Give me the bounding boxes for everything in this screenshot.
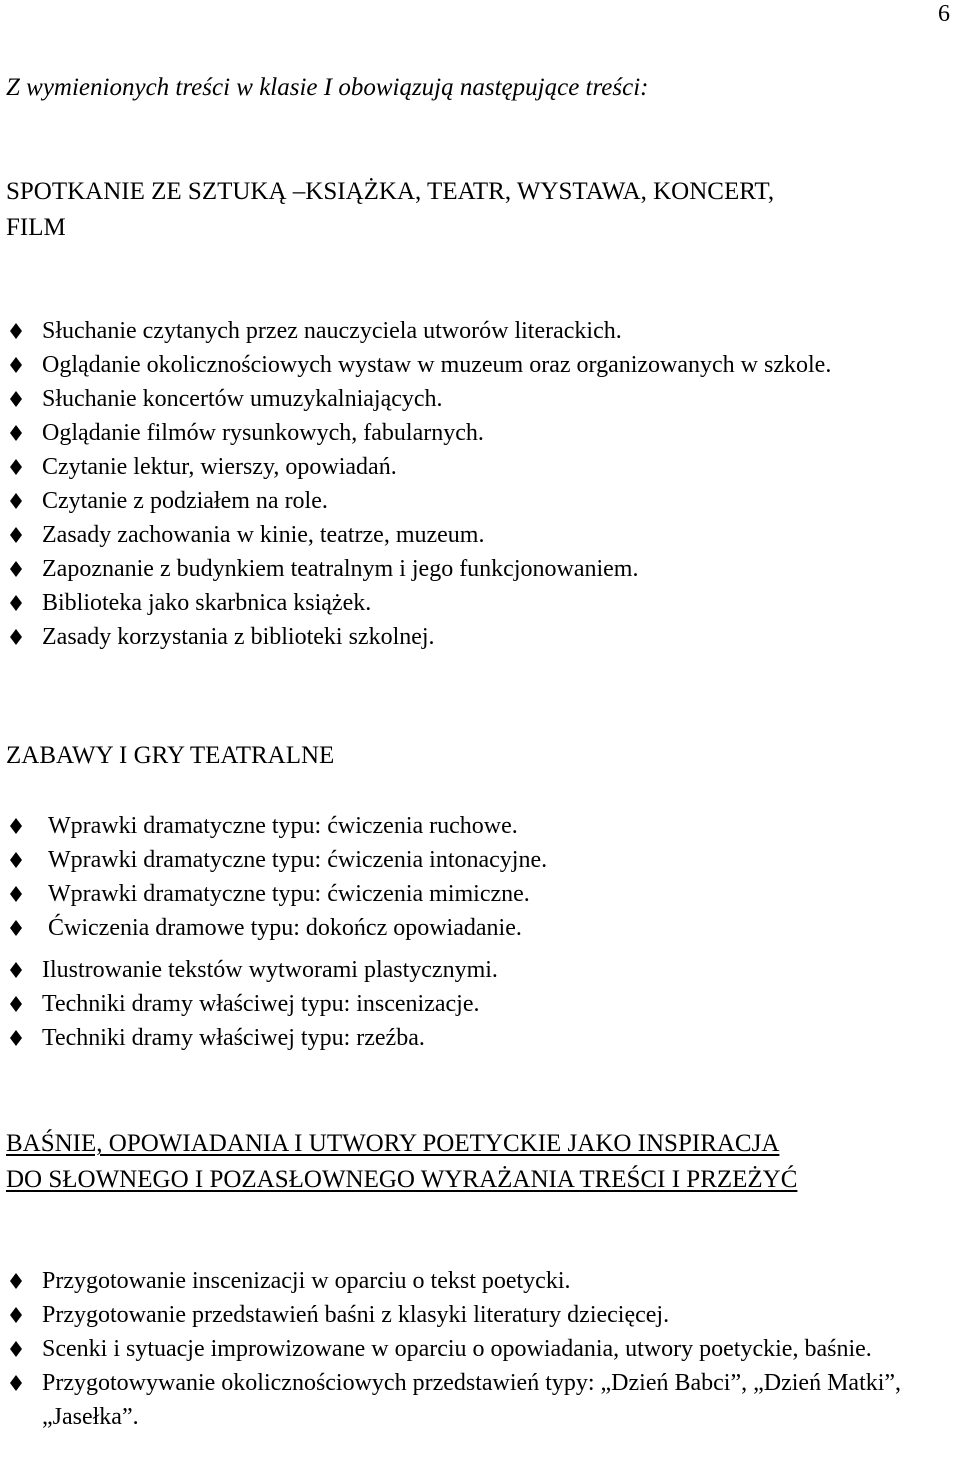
list-item <box>0 1021 902 1055</box>
diamond-bullet-icon <box>10 425 22 441</box>
list-item-text: Scenki i sytuacje improwizowane w oparciu o opowiadania, utwory poetyckie, baśnie. <box>42 1336 872 1362</box>
bullet-list-techniki <box>0 953 902 1055</box>
diamond-bullet-icon <box>10 1273 22 1289</box>
diamond-bullet-icon <box>10 391 22 407</box>
list-item <box>0 843 908 877</box>
list-item-text: Czytanie lektur, wierszy, opowiadań. <box>42 454 397 480</box>
list-item <box>0 552 902 586</box>
diamond-bullet-icon <box>10 962 22 978</box>
section-heading-line: FILM <box>6 214 66 241</box>
bullet-list-spotkanie <box>0 314 902 654</box>
list-item-text: Przygotowanie inscenizacji w oparciu o tekst poetycki. <box>42 1268 571 1294</box>
list-item-text: Zasady korzystania z biblioteki szkolnej. <box>42 624 435 650</box>
section-heading-line: SPOTKANIE ZE SZTUKĄ –KSIĄŻKA, TEATR, WYSTAWA, KONCERT, <box>6 178 775 205</box>
diamond-bullet-icon <box>10 1375 22 1391</box>
bullet-list-wprawki <box>0 809 908 945</box>
diamond-bullet-icon <box>10 493 22 509</box>
diamond-bullet-icon <box>10 527 22 543</box>
diamond-bullet-icon <box>10 595 22 611</box>
list-item-text: Czytanie z podziałem na role. <box>42 488 328 514</box>
section-heading-basnie <box>6 1126 797 1198</box>
section-heading-zabawy: ZABAWY I GRY TEATRALNE <box>6 742 335 769</box>
list-item <box>0 877 908 911</box>
list-item-text: Techniki dramy właściwej typu: rzeźba. <box>42 1025 425 1051</box>
page-number: 6 <box>938 1 950 27</box>
document-title: Z wymienionych treści w klasie I obowiązują następujące treści: <box>6 74 649 101</box>
list-item-text: Ilustrowanie tekstów wytworami plastycznymi. <box>42 957 498 983</box>
list-item-text: Zasady zachowania w kinie, teatrze, muzeum. <box>42 522 485 548</box>
list-item <box>0 382 902 416</box>
section-heading-line: BAŚNIE, OPOWIADANIA I UTWORY POETYCKIE JAKO INSPIRACJA <box>6 1130 780 1157</box>
list-item-text: Ćwiczenia dramowe typu: dokończ opowiadanie. <box>48 915 522 941</box>
list-item <box>0 987 902 1021</box>
list-item-text: Biblioteka jako skarbnica książek. <box>42 590 372 616</box>
diamond-bullet-icon <box>10 852 22 868</box>
list-item <box>0 1366 902 1434</box>
list-item <box>0 416 902 450</box>
list-item <box>0 518 902 552</box>
list-item-text: Zapoznanie z budynkiem teatralnym i jego funkcjonowaniem. <box>42 556 639 582</box>
diamond-bullet-icon <box>10 323 22 339</box>
diamond-bullet-icon <box>10 561 22 577</box>
list-item <box>0 450 902 484</box>
list-item-text: Wprawki dramatyczne typu: ćwiczenia mimiczne. <box>48 881 530 907</box>
list-item-text: Przygotowywanie okolicznościowych przedstawień typy: „Dzień Babci”, „Dzień Matki”, „Jasełka”. <box>42 1370 902 1430</box>
diamond-bullet-icon <box>10 357 22 373</box>
list-item-text: Wprawki dramatyczne typu: ćwiczenia intonacyjne. <box>48 847 548 873</box>
list-item-text: Słuchanie czytanych przez nauczyciela utworów literackich. <box>42 318 622 344</box>
list-item-text: Oglądanie okolicznościowych wystaw w muzeum oraz organizowanych w szkole. <box>42 352 832 378</box>
list-item-text: Wprawki dramatyczne typu: ćwiczenia ruchowe. <box>48 813 518 839</box>
list-item <box>0 1332 902 1366</box>
list-item-text: Techniki dramy właściwej typu: inscenizacje. <box>42 991 480 1017</box>
list-item <box>0 484 902 518</box>
diamond-bullet-icon <box>10 1030 22 1046</box>
list-item-text: Przygotowanie przedstawień baśni z klasyki literatury dziecięcej. <box>42 1302 670 1328</box>
list-item <box>0 809 908 843</box>
list-item <box>0 911 908 945</box>
diamond-bullet-icon <box>10 818 22 834</box>
diamond-bullet-icon <box>10 920 22 936</box>
section-heading-line: DO SŁOWNEGO I POZASŁOWNEGO WYRAŻANIA TREŚCI I PRZEŻYĆ <box>6 1166 798 1193</box>
list-item <box>0 953 902 987</box>
list-item-text: Oglądanie filmów rysunkowych, fabularnych. <box>42 420 484 446</box>
list-item <box>0 348 902 382</box>
list-item <box>0 1264 902 1298</box>
diamond-bullet-icon <box>10 629 22 645</box>
list-item <box>0 314 902 348</box>
bullet-list-basnie <box>0 1264 902 1434</box>
diamond-bullet-icon <box>10 1341 22 1357</box>
list-item-text: Słuchanie koncertów umuzykalniających. <box>42 386 443 412</box>
diamond-bullet-icon <box>10 886 22 902</box>
diamond-bullet-icon <box>10 459 22 475</box>
section-heading-spotkanie <box>6 174 774 246</box>
diamond-bullet-icon <box>10 996 22 1012</box>
diamond-bullet-icon <box>10 1307 22 1323</box>
list-item <box>0 620 902 654</box>
list-item <box>0 586 902 620</box>
list-item <box>0 1298 902 1332</box>
